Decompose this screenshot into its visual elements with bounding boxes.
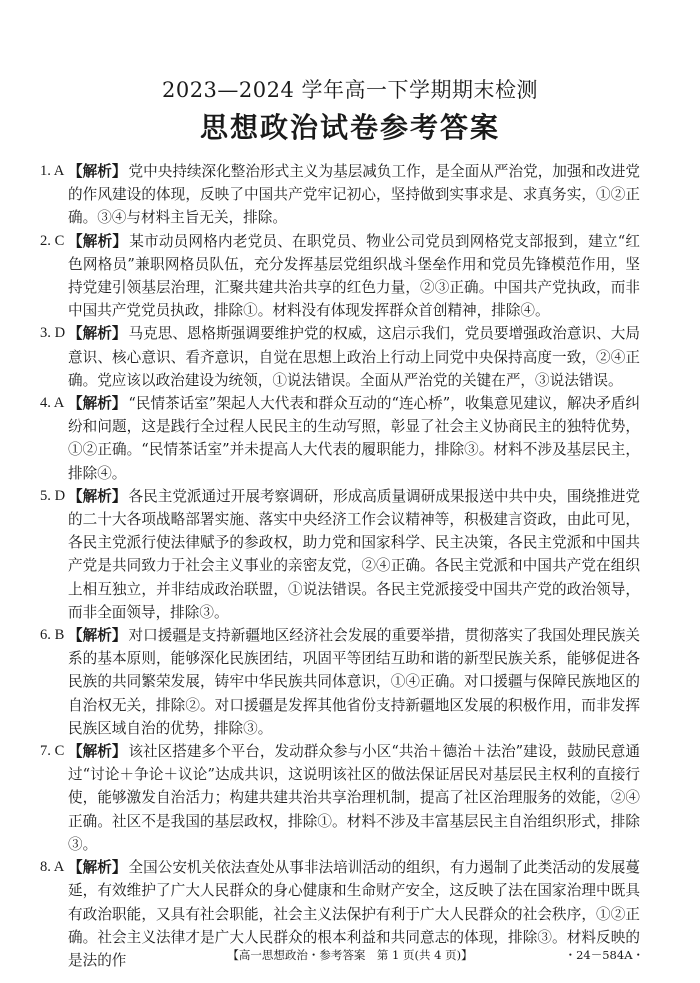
analysis-label: 【解析】 xyxy=(68,325,127,343)
exam-title: 2023—2024 学年高一下学期期末检测 xyxy=(161,78,539,102)
answer-number: 8. A xyxy=(40,859,65,876)
answer-explanation: 各民主党派通过开展考察调研，形成高质量调研成果报送中共中央，围绕推进党的二十大各项战略部署实施、落实中央经济工作会议精神等，积极建言资政，由此可见，各民主党派行使法律赋予的参政权，助力党和国家科学、民主决策，各民主党派和中国共产党是共同致力于社会主义事业的亲密友党，②④正确。各民主党派和中国共产党在组织上相互独立，并非结成政治联盟，①说法错误。各民主党派接受中国共产党的政治领导，而非全面领导，排除③。 xyxy=(68,487,640,621)
footer-page-info: 【高一思想政治・参考答案 第 1 页(共 4 页)】 xyxy=(227,948,473,962)
analysis-label: 【解析】 xyxy=(68,859,127,877)
answer-number: 7. C xyxy=(40,743,65,760)
answer-number: 3. D xyxy=(40,325,66,342)
answer-item-7 xyxy=(0,740,700,856)
answer-explanation: “民情茶话室”架起人大代表和群众互动的“连心桥”，收集意见建议，解决矛盾纠纷和问题，这是践行全过程人民民主的生动写照，彰显了社会主义协商民主的独特优势，①②正确。“民情茶话室”并未提高人大代表的履职能力，排除③。材料不涉及基层民主，排除④。 xyxy=(68,395,640,482)
answer-explanation: 党中央持续深化整治形式主义为基层减负工作，是全面从严治党，加强和改进党的作风建设的体现，反映了中国共产党牢记初心，坚持做到实事求是、求真务实，①②正确。③④与材料主旨无关，排除。 xyxy=(68,163,640,227)
answer-key-title: 思想政治试卷参考答案 xyxy=(199,111,500,144)
page-footer xyxy=(0,947,700,963)
analysis-label: 【解析】 xyxy=(68,487,127,505)
answer-item-1 xyxy=(0,160,700,230)
footer-code: ・24－584A・ xyxy=(564,948,644,962)
analysis-label: 【解析】 xyxy=(68,163,127,180)
analysis-label: 【解析】 xyxy=(68,232,128,250)
analysis-label: 【解析】 xyxy=(68,743,127,761)
answer-explanation: 对口援疆是支持新疆地区经济社会发展的重要举措，贯彻落实了我国处理民族关系的基本原则，能够深化民族团结，巩固平等团结互助和谐的新型民族关系，能够促进各民族的共同繁荣发展，铸牢中华民族共同体意识，①④正确。对口援疆与保障民族地区的自治权无关，排除②。对口援疆是发挥其他省份支持新疆地区发展的积极作用，而非发挥民族区域自治的优势，排除③。 xyxy=(68,627,640,737)
answer-item-6 xyxy=(0,624,700,740)
answer-number: 6. B xyxy=(40,627,65,644)
answer-explanation: 马克思、恩格斯强调要维护党的权威，这启示我们，党员要增强政治意识、大局意识、核心意识、看齐意识，自觉在思想上政治上行动上同党中央保持高度一致，②④正确。党应该以政治建设为统领，①说法错误。全面从严治党的关键在严，③说法错误。 xyxy=(68,325,640,389)
answer-number: 1. A xyxy=(40,163,65,179)
answer-list xyxy=(0,160,700,972)
answer-item-3 xyxy=(0,322,700,392)
answer-explanation: 某市动员网格内老党员、在职党员、物业公司党员到网格党支部报到，建立“红色网格员”兼职网格员队伍，充分发挥基层党组织战斗堡垒作用和党员先锋模范作用，坚持党建引领基层治理，汇聚共建共治共享的红色力量，②③正确。中国共产党执政，而非中国共产党党员执政，排除①。材料没有体现发挥群众首创精神，排除④。 xyxy=(68,232,640,320)
answer-number: 5. D xyxy=(40,487,66,504)
analysis-label: 【解析】 xyxy=(68,395,127,413)
answer-explanation: 全国公安机关依法查处从事非法培训活动的组织，有力遏制了此类活动的发展蔓延，有效维护了广大人民群众的身心健康和生命财产安全，这反映了法在国家治理中既具有政治职能，又具有社会职能，社会主义法保护有利于广大人民群众的社会秩序，①②正确。社会主义法律才是广大人民群众的根本利益和共同意志的体现，排除③。材料反映的是法的作 xyxy=(68,859,640,969)
answer-item-2 xyxy=(0,230,700,323)
analysis-label: 【解析】 xyxy=(68,627,127,645)
answer-item-5 xyxy=(0,485,700,624)
answer-number: 2. C xyxy=(40,232,65,249)
answer-item-4 xyxy=(0,392,700,485)
answer-number: 4. A xyxy=(40,395,65,412)
answer-explanation: 该社区搭建多个平台，发动群众参与小区“共治＋德治＋法治”建设，鼓励民意通过“讨论＋争论＋议论”达成共识，这说明该社区的做法保证居民对基层民主权利的直接行使，能够激发自治活力；构建共建共治共享治理机制，提高了社区治理服务的效能，②④正确。社区不是我国的基层政权，排除①。材料不涉及丰富基层民主自治组织形式，排除③。 xyxy=(68,743,640,853)
